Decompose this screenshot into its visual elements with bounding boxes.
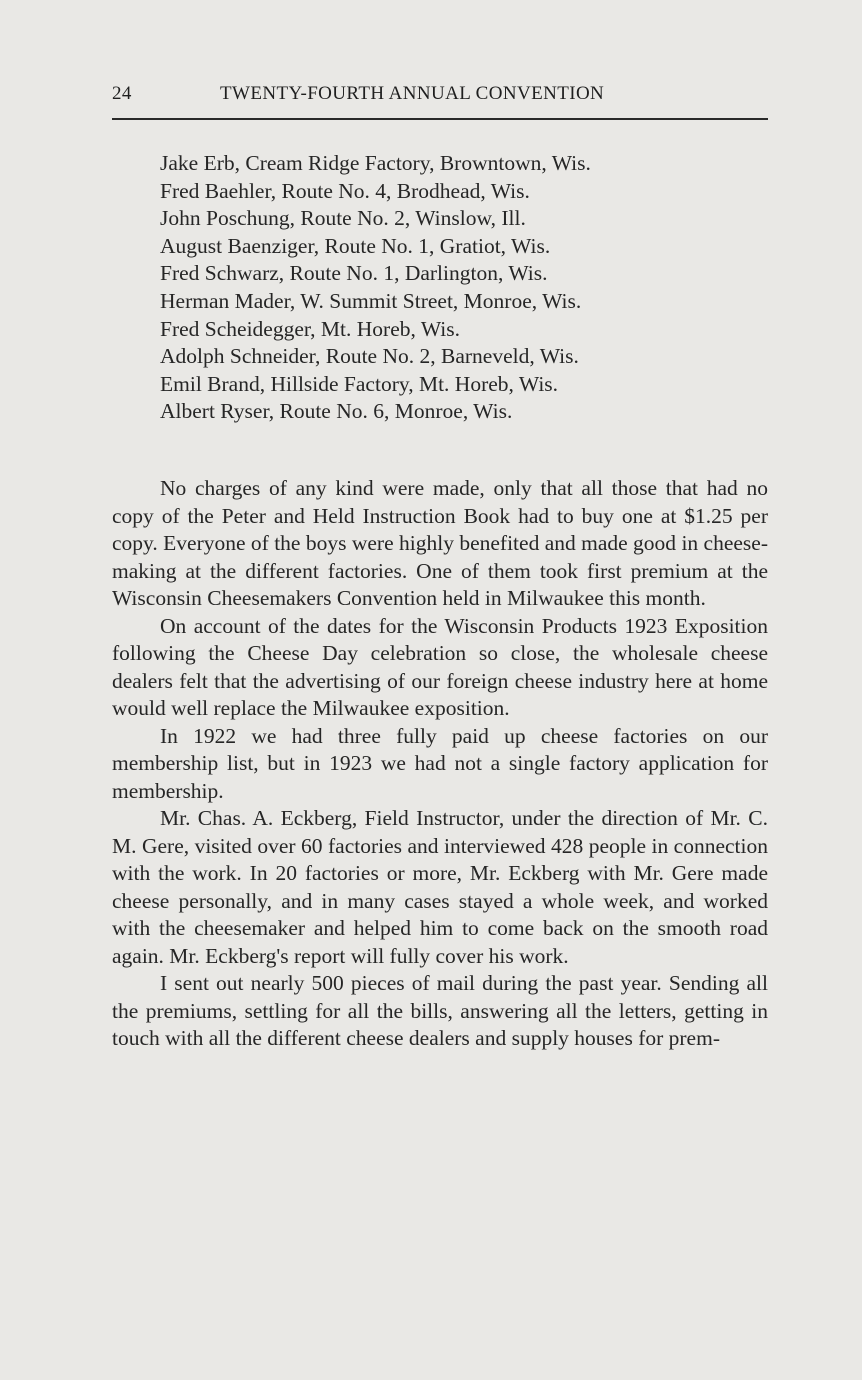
list-item: Emil Brand, Hillside Factory, Mt. Horeb, Wis. <box>160 371 559 396</box>
list-item: Jake Erb, Cream Ridge Factory, Browntown, Wis. <box>160 151 591 175</box>
list-item: August Baenziger, Route No. 1, Gratiot, Wis. <box>160 233 551 258</box>
running-title: TWENTY-FOURTH ANNUAL CONVENTION <box>220 83 605 104</box>
list-item: Fred Scheidegger, Mt. Horeb, Wis. <box>160 316 461 341</box>
list-item: John Poschung, Route No. 2, Winslow, Ill. <box>160 206 526 231</box>
paragraph: No charges of any kind were made, only that all those that had no copy of the Peter and Held Instruction Book had to buy one at $1.25 per copy. Everyone of the boys were highly benefited and made good in cheese-making at the different factories. One of them took first premium at the Wisconsin Cheesemakers Convention held in Milwaukee this month. <box>112 476 768 610</box>
paragraph: Mr. Chas. A. Eckberg, Field Instructor, under the direction of Mr. C. M. Gere, visited over 60 factories and interviewed 428 people in connection with the work. In 20 factories or more, Mr. Eckberg with Mr. Gere made cheese personally, and in many cases stayed a whole week, and worked with the cheesemaker and helped him to come back on the smooth road again. Mr. Eckberg's report will fully cover his work. <box>112 806 768 968</box>
paragraph: On account of the dates for the Wisconsin Products 1923 Exposition following the Cheese Day celebration so close, the wholesale cheese dealers felt that the advertising of our foreign cheese industry here at home would well replace the Milwaukee exposition. <box>112 613 768 720</box>
paragraph: In 1922 we had three fully paid up cheese factories on our membership list, but in 1923 we had not a single factory application for membership. <box>112 723 768 803</box>
header-rule <box>112 118 768 120</box>
paragraph: I sent out nearly 500 pieces of mail during the past year. Sending all the premiums, settling for all the bills, answering all the letters, getting in touch with all the different cheese dealers and supply houses for prem- <box>112 971 768 1050</box>
name-list <box>160 150 780 426</box>
body-text <box>112 475 768 1053</box>
list-item: Fred Baehler, Route No. 4, Brodhead, Wis. <box>160 178 530 203</box>
page-number: 24 <box>112 83 132 104</box>
list-item: Herman Mader, W. Summit Street, Monroe, Wis. <box>160 288 582 313</box>
list-item: Albert Ryser, Route No. 6, Monroe, Wis. <box>160 399 513 424</box>
list-item: Fred Schwarz, Route No. 1, Darlington, Wis. <box>160 261 548 286</box>
list-item: Adolph Schneider, Route No. 2, Barneveld, Wis. <box>160 344 579 369</box>
